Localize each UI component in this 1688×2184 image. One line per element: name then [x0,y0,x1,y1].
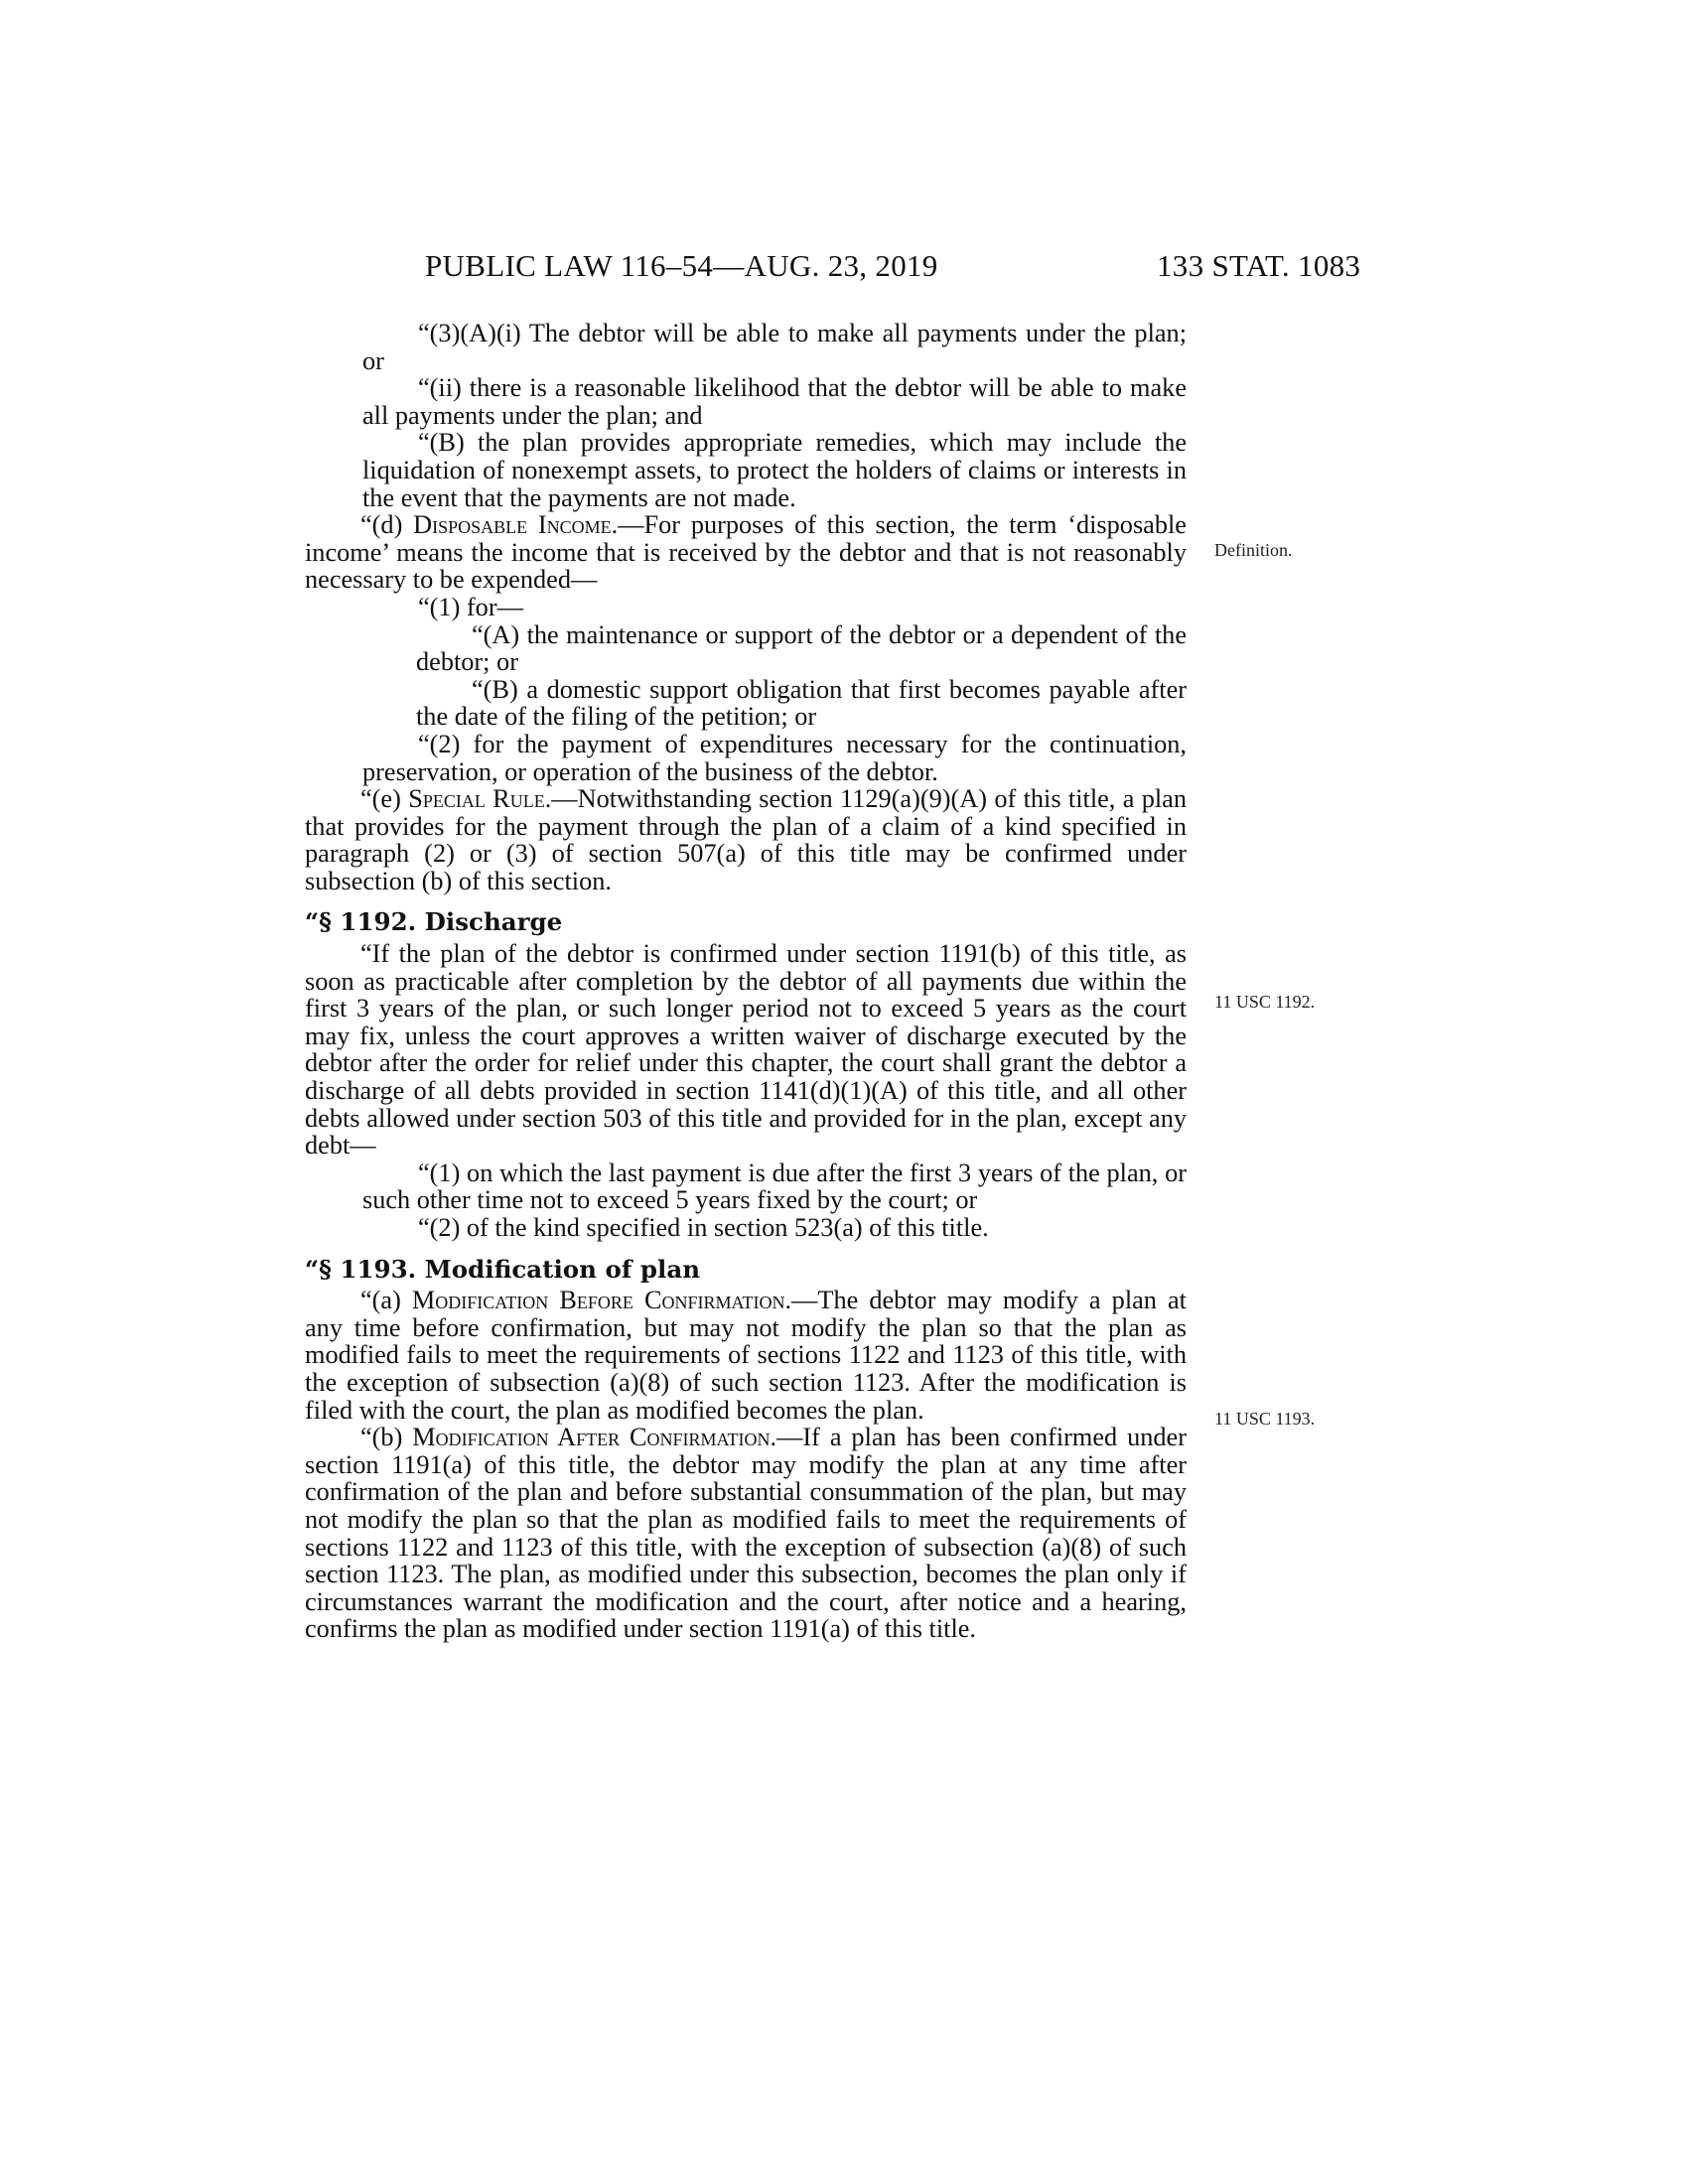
paragraph-d-2: “(2) for the payment of expenditures necessary for the continuation, preservation, or operation of the business of the debtor. [362,729,1187,786]
paragraph-3b: “(B) the plan provides appropriate remedies, which may include the liquidation of nonexempt assets, to protect the holders of claims or interests in the event that the payments are not made. [362,428,1187,512]
section-1193-subsection-a [305,1287,1187,1424]
subsection-1193b-designator: “(b) [360,1423,413,1452]
paragraph-d-1-b: “(B) a domestic support obligation that first becomes payable after the date of the filing of the petition; or [416,674,1187,732]
paragraph-3a-ii: “(ii) there is a reasonable likelihood that the debtor will be able to make all payments under the plan; and [362,373,1187,430]
section-1192-heading: “§ 1192. Discharge [305,907,563,937]
section-1193-subsection-b [305,1424,1187,1643]
subsection-d-heading: Disposable Income [413,510,612,540]
subsection-1193b-text: .—If a plan has been confirmed under section 1191(a) of this title, the debtor may modify the plan at any time after confirmation of the plan and before substantial consummation of the plan, but may not modify the plan so that the plan as modified fails to meet the requirements of sections 1122 and 1123 of this title, with the exception of subsection (a)(8) of such section 1123. The plan, as modified under this subsection, becomes the plan only if circumstances warrant the modification and the court, after notice and a hearing, confirms the plan as modified under section 1191(a) of this title. [305,1423,1187,1644]
margin-note-usc-1192: 11 USC 1192. [1214,992,1316,1012]
subsection-1193b-heading: Modification After Confirmation [412,1423,771,1452]
section-1192-paragraph-2: “(2) of the kind specified in section 523(a) of this title. [418,1213,989,1242]
margin-note-definition: Definition. [1214,540,1293,560]
paragraph-d-1: “(1) for— [418,592,523,621]
running-title: PUBLIC LAW 116–54—AUG. 23, 2019 [425,248,938,283]
subsection-e [305,785,1187,894]
subsection-e-text: .—Notwithstanding section 1129(a)(9)(A) of this title, a plan that provides for the payment through the plan of a claim of a kind specified in paragraph (2) or (3) of section 507(a) of this title may be confirmed under subsection (b) of this section. [305,784,1187,895]
subsection-d-text: .—For purposes of this section, the term ‘disposable income’ means the income that is received by the debtor and that is not reasonably necessary to be expended— [305,510,1187,595]
subsection-1193a-text: .—The debtor may modify a plan at any time before confirmation, but may not modify the plan so that the plan as modified fails to meet the requirements of sections 1122 and 1123 of this title, with the exception of subsection (a)(8) of such section 1123. After the modification is filed with the court, the plan as modified becomes the plan. [305,1286,1187,1425]
subsection-d-designator: “(d) [360,510,414,540]
section-1192-paragraph-1: “(1) on which the last payment is due after the first 3 years of the plan, or such other time not to exceed 5 years fixed by the court; or [362,1158,1187,1215]
paragraph-d-1-a: “(A) the maintenance or support of the debtor or a dependent of the debtor; or [416,619,1187,677]
statute-body [305,320,1187,1643]
subsection-1193a-designator: “(a) [360,1286,412,1315]
subsection-e-designator: “(e) [360,784,409,814]
section-1192-text: “If the plan of the debtor is confirmed under section 1191(b) of this title, as soon as practicable after completion by the debtor of all payments due within the first 3 years of the plan, or such longer period not to exceed 5 years as the court may fix, unless the court approves a written waiver of discharge executed by the debtor after the order for relief under this chapter, the court shall grant the debtor a discharge of all debts provided in section 1141(d)(1)(A) of this title, and all other debts allowed under section 503 of this title and provided for in the plan, except any debt— [305,939,1187,1160]
subsection-1193a-heading: Modification Before Confirmation [411,1286,785,1315]
margin-note-usc-1193: 11 USC 1193. [1214,1409,1316,1429]
page-header [0,248,1688,288]
subsection-e-heading: Special Rule [408,784,545,814]
subsection-d [305,511,1187,594]
section-1193-heading: “§ 1193. Modification of plan [305,1254,701,1284]
paragraph-3a-i: “(3)(A)(i) The debtor will be able to make all payments under the plan; or [362,319,1187,375]
statute-page-number: 133 STAT. 1083 [1157,248,1361,283]
